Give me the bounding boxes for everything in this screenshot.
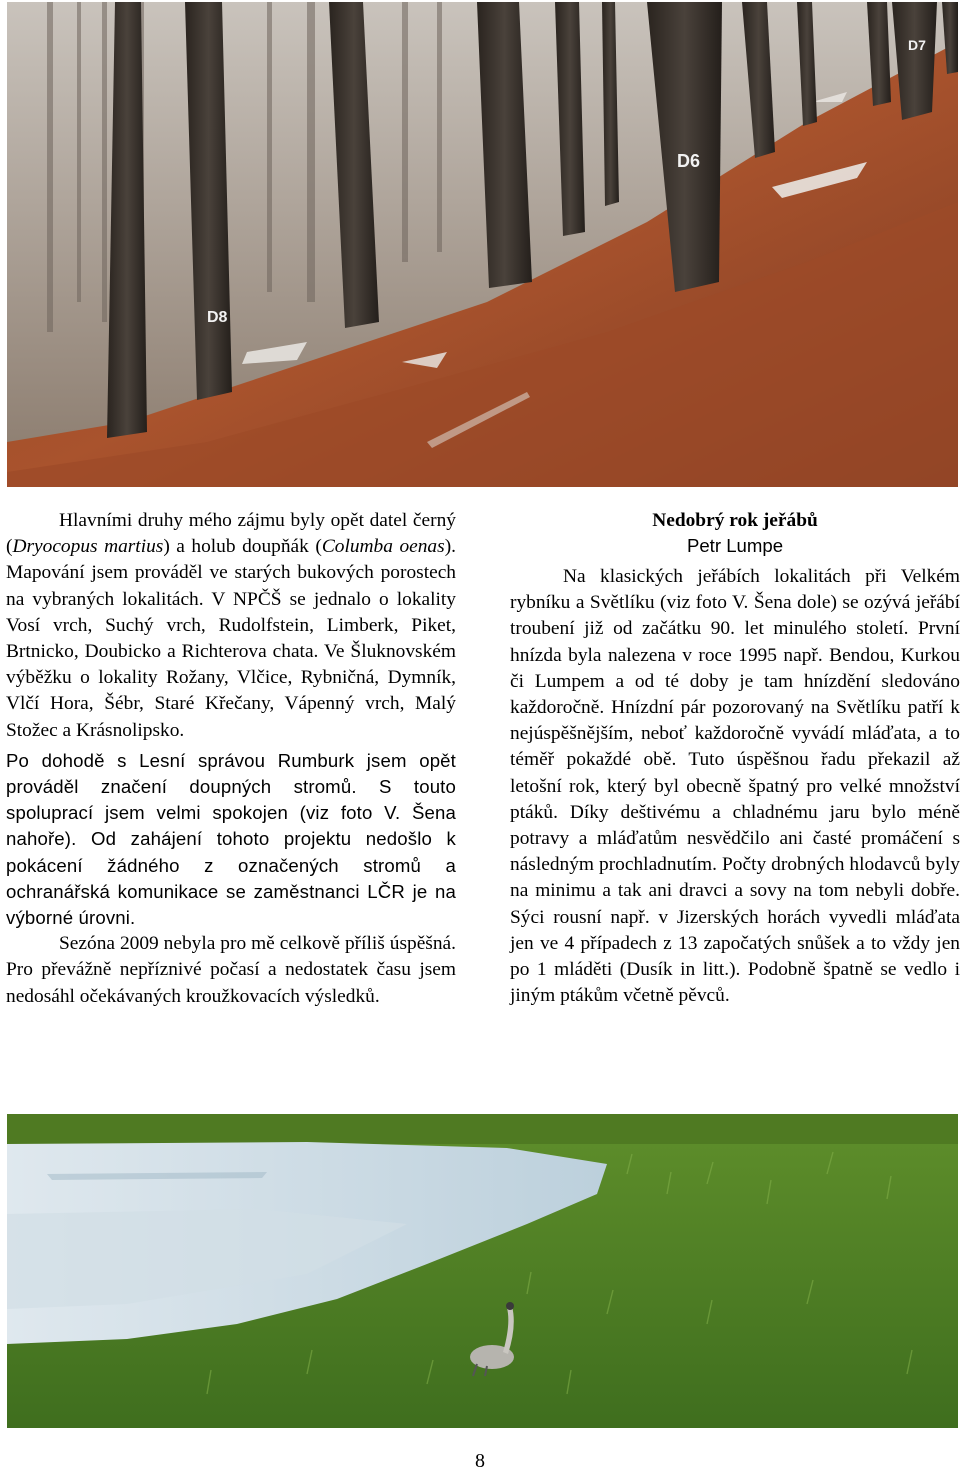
left-column	[6, 508, 456, 1010]
left-paragraph-species: Hlavními druhy mého zájmu byly opět datel černý (Dryocopus martius) a holub doupňák (Columba oenas). Mapování jsem prováděl ve starých bukových porostech na vybraných lokalitách. V NPČŠ se jednalo o lokality Vosí vrch, Suchý vrch, Rudolfstein, Limberk, Piket, Brtnicko, Doubicko a Richterova chata. Ve Šluknovském výběžku o lokality Rožany, Vlčice, Rybničná, Dymník, Vlčí Hora, Šébr, Staré Křečany, Vápenný vrch, Malý Stožec a Krásnolipsko.	[6, 510, 456, 741]
right-paragraph-cranes: Na klasických jeřábích lokalitách při Velkém rybníku a Světlíku (viz foto V. Šena dole) se ozývá jeřábí troubení již od začátku 90. let minulého století. První hnízda byla nalezena v roce 1995 např. Bendou, Kurkou či Lumpem a od té doby je tam hnízdění sledováno každoročně. Hnízdní pár pozorovaný na Světlíku patří k nejúspěšnějším, neboť každoročně vyvádí mláďata, a to téměř pokaždé obě. Tuto úspěšnou řadu překazil až letošní rok, který byl obecně špatný pro velké množství ptáků. Díky deštivému a chladnému jaru bylo méně potravy a mláďatům nesvědčilo ani časté promáčení s následným prochladnutím. Počty drobných hlodavců byly na minimu a tak ani dravci a sovy na tom nebyli dobře. Sýci rousní např. v Jizerských horách vyvedli mláďata jen ve 4 případech z 13 započatých snůšek a to vždy jen po 1 mláděti (Dusík in litt.). Podobně špatně se vedlo i jiným ptákům včetně pěvců.	[510, 566, 960, 1007]
article-author: Petr Lumpe	[686, 535, 784, 556]
wetland-photo-drawing	[7, 1114, 958, 1428]
left-paragraph-marking: Po dohodě s Lesní správou Rumburk jsem opět prováděl značení doupných stromů. S touto spoluprací jsem velmi spokojen (viz foto V. Šena nahoře). Od zahájení tohoto projektu nedošlo k pokácení žádného z označených stromů a ochranářská komunikace se zaměstnanci LČR je na výborné úrovni.	[6, 749, 456, 929]
tree-mark-d7: D7	[908, 37, 926, 53]
tree-mark-d6: D6	[677, 151, 701, 171]
article-title: Nedobrý rok jeřábů	[652, 510, 818, 531]
left-paragraph-season: Sezóna 2009 nebyla pro mě celkově příliš úspěšná. Pro převážně nepříznivé počasí a nedostatek času jsem nedosáhl očekávaných kroužkovacích výsledků.	[6, 933, 456, 1007]
right-column	[510, 508, 960, 1009]
tree-mark-d8: D8	[207, 309, 228, 326]
wetland-photo	[7, 1114, 958, 1428]
page-number: 8	[475, 1450, 485, 1472]
forest-photo-drawing	[7, 2, 958, 487]
forest-photo	[7, 2, 958, 487]
